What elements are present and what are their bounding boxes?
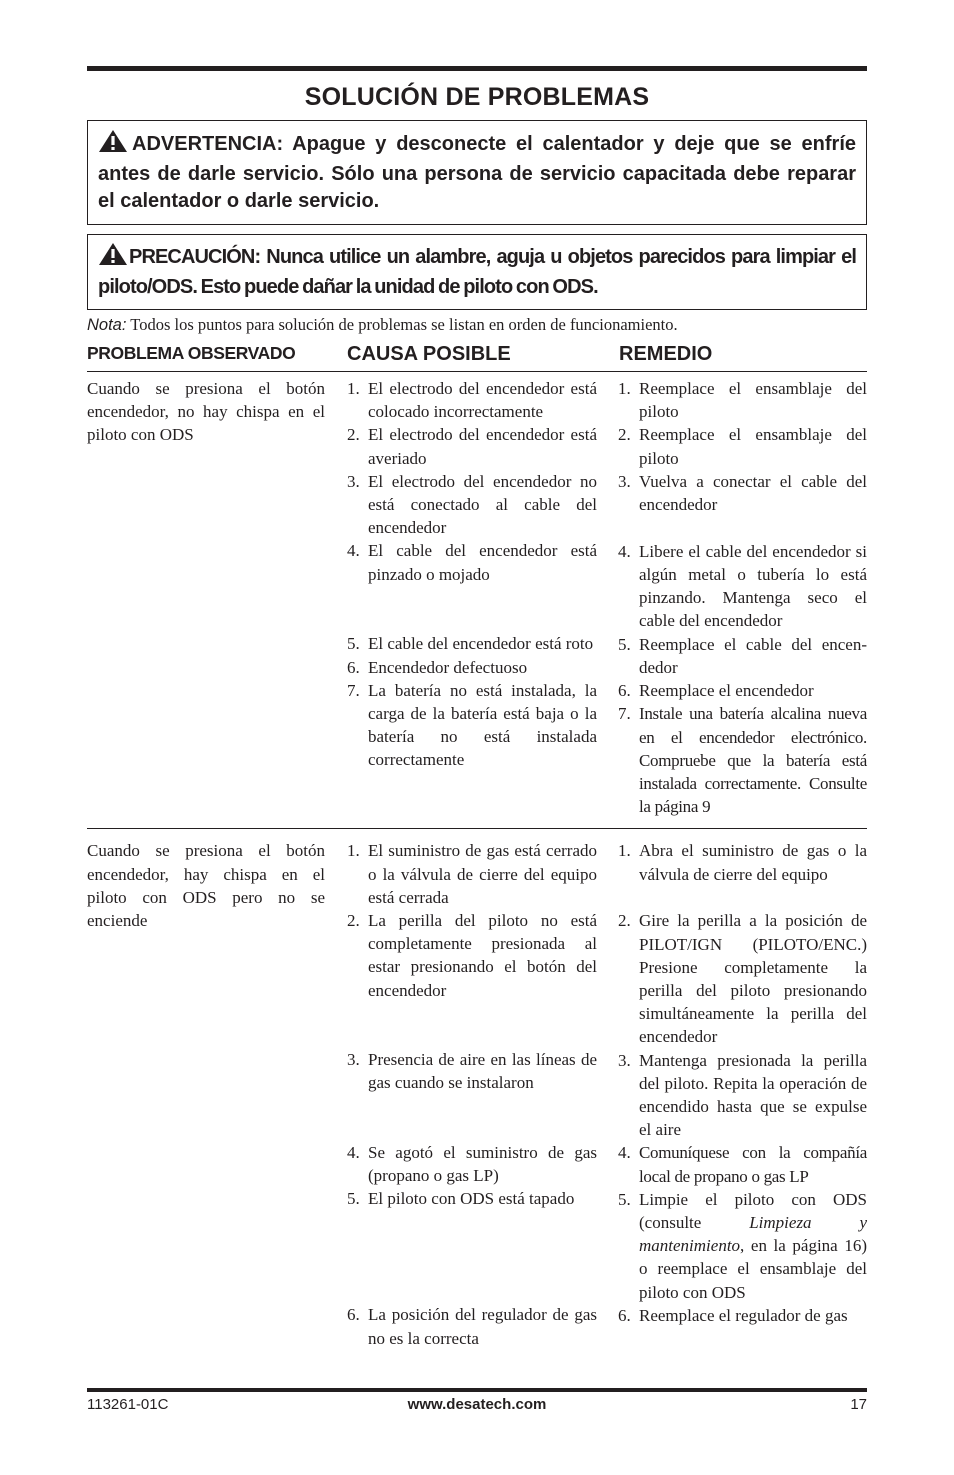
warning-box <box>87 120 867 225</box>
troubleshooting-section-2 <box>87 829 867 1349</box>
problem-text: Cuando se presiona el botón encendedor, hay chispa en el piloto con ODS pero no se enciende <box>87 841 325 931</box>
note-label: Nota: <box>87 316 127 334</box>
cause-item: 1. El suministro de gas está cerrado o la válvula de cierre del equipo está cerrada <box>347 841 597 907</box>
remedy-item: 1. Abra el suministro de gas o la válvula de cierre del equipo <box>618 841 867 884</box>
remedy-item: 4. Libere el cable del encendedor si algún metal o tubería lo está pinzando. Mantenga seco el cable del encendedor <box>618 541 867 631</box>
italic-reference: Limpieza y mantenimiento <box>639 1213 867 1256</box>
problem-text: Cuando se presiona el botón encendedor, no hay chispa en el piloto con ODS <box>87 379 325 445</box>
warning-triangle-icon <box>98 129 128 161</box>
cause-item: 7. La batería no está instalada, la carga de la batería está baja o la batería no está instalada correctamente <box>347 680 597 770</box>
cause-item: 4. Se agotó el suministro de gas (propano o gas LP) <box>347 1143 597 1186</box>
column-header-cause: CAUSA POSIBLE <box>347 343 511 365</box>
page-number: 17 <box>850 1396 867 1413</box>
cause-item: 3. El electrodo del encendedor no está conectado al cable del encendedor <box>347 471 597 538</box>
remedy-item: 1. Reemplace el ensamblaje del piloto <box>618 379 867 422</box>
note-text: Todos los puntos para solución de problemas se listan en orden de funcionamiento. <box>130 315 678 334</box>
cause-item: 5. El piloto con ODS está tapado <box>347 1189 575 1209</box>
warning-text: ADVERTENCIA: Apague y desconecte el calentador y deje que se enfríe antes de darle servicio. Sólo una persona de servicio capacitada debe reparar el calentador o darle servicio. <box>98 133 856 212</box>
remedy-item: 5. Limpie el piloto con ODS (consulte Limpieza y mantenimiento, en la página 16) o reemplace el ensamblaje del piloto con ODS <box>618 1189 867 1302</box>
caution-box <box>87 234 867 310</box>
footer-rule <box>87 1388 867 1392</box>
cause-item: 5. El cable del encendedor está roto <box>347 634 594 654</box>
column-header-problem: PROBLEMA OBSERVADO <box>87 343 296 363</box>
cause-item: 4. El cable del encendedor está pinzado o mojado <box>347 541 597 584</box>
cause-item: 6. La posición del regulador de gas no es la correcta <box>347 1305 597 1348</box>
troubleshooting-section-1 <box>87 372 867 829</box>
remedy-item: 4. Comuníquese con la compañía local de propano o gas LP <box>618 1143 867 1186</box>
cause-item: 2. La perilla del piloto no está completamente presionada al estar presionando el botón del encendedor <box>347 911 597 1000</box>
cause-item: 6. Encendedor defectuoso <box>347 657 528 677</box>
cause-item: 1. El electrodo del encendedor está colocado incorrectamente <box>347 379 597 422</box>
page-content <box>87 66 867 1350</box>
cause-item: 2. El electrodo del encendedor está averiado <box>347 425 597 468</box>
remedy-item: 6. Reemplace el regulador de gas <box>618 1305 848 1325</box>
causes-column <box>347 377 597 818</box>
page-title: SOLUCIÓN DE PROBLEMAS <box>304 83 650 111</box>
column-header-remedy: REMEDIO <box>619 343 713 365</box>
causes-column <box>347 839 597 1349</box>
document-number: 113261-01C <box>87 1396 169 1413</box>
top-rule <box>87 66 867 71</box>
table-header <box>87 343 867 372</box>
remedies-column <box>618 377 867 818</box>
remedy-item: 3. Mantenga presionada la perilla del piloto. Repita la operación de encendido hasta que se expulse el aire <box>618 1050 867 1140</box>
caution-triangle-icon <box>98 242 128 274</box>
remedy-item: 2. Gire la perilla a la posición de PILOT/IGN (PILOTO/ENC.) Presione completamente la perilla del piloto presionando simultáneamente la perilla del encendedor <box>618 911 867 1047</box>
remedy-item: 7. Instale una batería alcalina nueva en el encendedor electrónico. Compruebe que la batería está instalada correctamente. Consulte la página 9 <box>618 704 867 817</box>
remedy-item: 3. Vuelva a conectar el cable del encendedor <box>618 471 867 515</box>
website-link[interactable]: www.desatech.com <box>407 1396 547 1413</box>
remedy-item: 2. Reemplace el ensamblaje del piloto <box>618 425 867 468</box>
remedies-column <box>618 839 867 1349</box>
caution-text: PRECAUCIÓN: Nunca utilice un alambre, aguja u objetos parecidos para limpiar el piloto/ODS. Esto puede dañar la unidad de piloto con ODS. <box>98 246 856 298</box>
remedy-item: 5. Reemplace el cable del encen-dedor <box>618 634 867 678</box>
remedy-item: 6. Reemplace el encendedor <box>618 681 814 701</box>
note <box>87 315 867 335</box>
cause-item: 3. Presencia de aire en las líneas de gas cuando se instalaron <box>347 1050 597 1093</box>
